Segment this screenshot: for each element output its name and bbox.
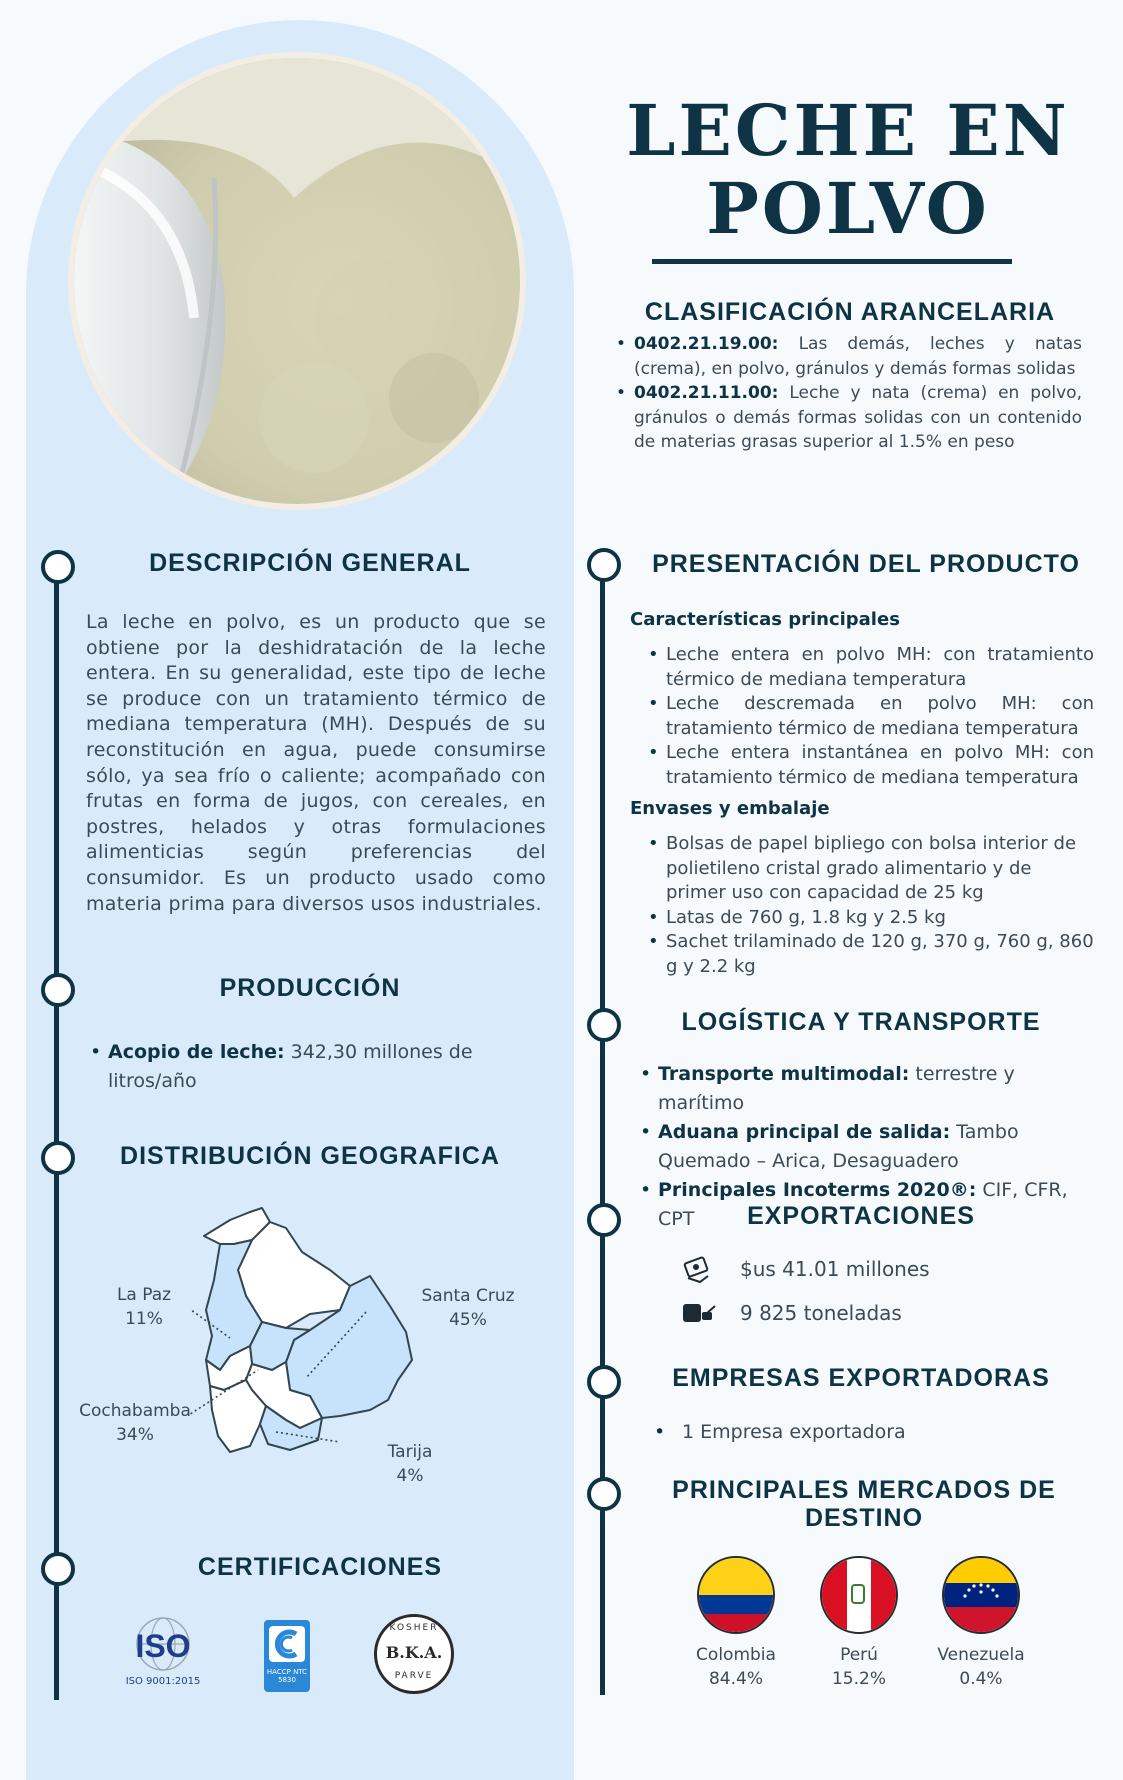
timeline-node <box>587 1203 621 1237</box>
peru-flag-icon <box>820 1556 898 1634</box>
list-item: • Leche entera en polvo MH: con tratamiento térmico de mediana temperatura <box>644 643 1094 692</box>
timeline-node <box>587 1477 621 1511</box>
map-label-tarija: Tarija 4% <box>387 1442 433 1486</box>
descripcion-heading: DESCRIPCIÓN GENERAL <box>149 549 471 577</box>
iso-logo: ISO ISO 9001:2015 <box>118 1614 208 1694</box>
mercados-heading: PRINCIPALES MERCADOS DE DESTINO <box>672 1476 1056 1532</box>
timeline-node <box>587 548 621 582</box>
timeline-node <box>41 1141 75 1175</box>
envases-list <box>644 832 1094 979</box>
distribucion-heading: DISTRIBUCIÓN GEOGRAFICA <box>120 1142 500 1170</box>
caracteristicas-list <box>644 643 1094 790</box>
mercado-colombia: Colombia 84.4% <box>696 1645 776 1689</box>
empresas-heading: EMPRESAS EXPORTADORAS <box>672 1364 1050 1392</box>
colombia-flag-icon <box>697 1556 775 1634</box>
list-item: • Sachet trilaminado de 120 g, 370 g, 760 g, 860 g y 2.2 kg <box>644 930 1094 979</box>
produccion-list <box>86 1038 506 1096</box>
envases-subheading: Envases y embalaje <box>630 798 830 819</box>
empresas-list <box>650 1420 1050 1445</box>
page-title: LECHE EN POLVO <box>626 89 1070 250</box>
produccion-heading: PRODUCCIÓN <box>219 974 401 1002</box>
list-item: • Leche entera instantánea en polvo MH: con tratamiento térmico de mediana temperatura <box>644 741 1094 790</box>
list-item: • Latas de 760 g, 1.8 kg y 2.5 kg <box>644 906 1094 931</box>
mercado-venezuela: Venezuela 0.4% <box>937 1645 1025 1689</box>
timeline-node <box>587 1365 621 1399</box>
list-item: • Bolsas de papel bipliego con bolsa interior de polietileno cristal grado alimentario y de primer uso con capacidad de 25 kg <box>644 832 1094 906</box>
list-item: • 0402.21.11.00: Leche y nata (crema) en polvo, gránulos o demás formas solidas con un contenido de materias grasas superior al 1.5% en peso <box>612 381 1082 455</box>
list-item: • Leche descremada en polvo MH: con tratamiento térmico de mediana temperatura <box>644 692 1094 741</box>
list-item: • Principales Incoterms 2020®: CIF, CFR, CPT <box>636 1176 1096 1234</box>
exportaciones-value-usd: $us 41.01 millones <box>740 1257 930 1281</box>
list-item: • Transporte multimodal: terrestre y marítimo <box>636 1060 1096 1118</box>
exportaciones-heading: EXPORTACIONES <box>747 1202 975 1230</box>
clasificacion-list <box>612 332 1082 455</box>
certificaciones-heading: CERTIFICACIONES <box>197 1553 443 1581</box>
list-item: • 0402.21.19.00: Las demás, leches y natas (crema), en polvo, gránulos y demás formas solidas <box>612 332 1082 381</box>
logistica-heading: LOGÍSTICA Y TRANSPORTE <box>681 1008 1041 1036</box>
timeline-node <box>41 973 75 1007</box>
timeline-node <box>41 550 75 584</box>
presentacion-heading: PRESENTACIÓN DEL PRODUCTO <box>652 550 1080 578</box>
map-label-santa-cruz: Santa Cruz 45% <box>421 1286 515 1330</box>
haccp-logo: HACCP NTC 5830 <box>264 1620 310 1692</box>
exportaciones-value-ton: 9 825 toneladas <box>740 1301 902 1325</box>
list-item: • Acopio de leche: 342,30 millones de litros/año <box>86 1038 506 1096</box>
venezuela-flag-icon <box>942 1556 1020 1634</box>
timeline-node <box>41 1552 75 1586</box>
caracteristicas-subheading: Características principales <box>630 609 900 630</box>
mercado-peru: Perú 15.2% <box>831 1645 886 1689</box>
descripcion-text: La leche en polvo, es un producto que se obtiene por la deshidratación de la leche entera. En su generalidad, este tipo de leche se produce con un tratamiento térmico de mediana temperatura (MH). Después de su reconstitución en agua, puede consumirse sólo, ya sea frío o caliente; acompañado con frutas en forma de jugos, con cereales, en postres, helados y otras formulaciones alimenticias según preferencias del consumidor. Es un producto usado como materia prima para diversos usos industriales. <box>86 611 546 915</box>
scale-icon <box>682 1300 716 1326</box>
list-item: • Aduana principal de salida: Tambo Quemado – Arica, Desaguadero <box>636 1118 1096 1176</box>
kosher-logo: KOSHER B.K.A. PARVE <box>374 1614 454 1694</box>
list-item: • 1 Empresa exportadora <box>650 1420 1050 1445</box>
milk-powder-photo <box>68 52 526 510</box>
left-timeline <box>54 565 59 1700</box>
timeline-node <box>587 1008 621 1042</box>
map-label-cochabamba: Cochabamba 34% <box>79 1401 191 1445</box>
clasificacion-heading: CLASIFICACIÓN ARANCELARIA <box>644 298 1056 326</box>
money-icon <box>682 1256 712 1284</box>
right-timeline <box>600 565 605 1695</box>
title-divider <box>652 259 1012 264</box>
map-label-la-paz: La Paz 11% <box>116 1285 172 1329</box>
